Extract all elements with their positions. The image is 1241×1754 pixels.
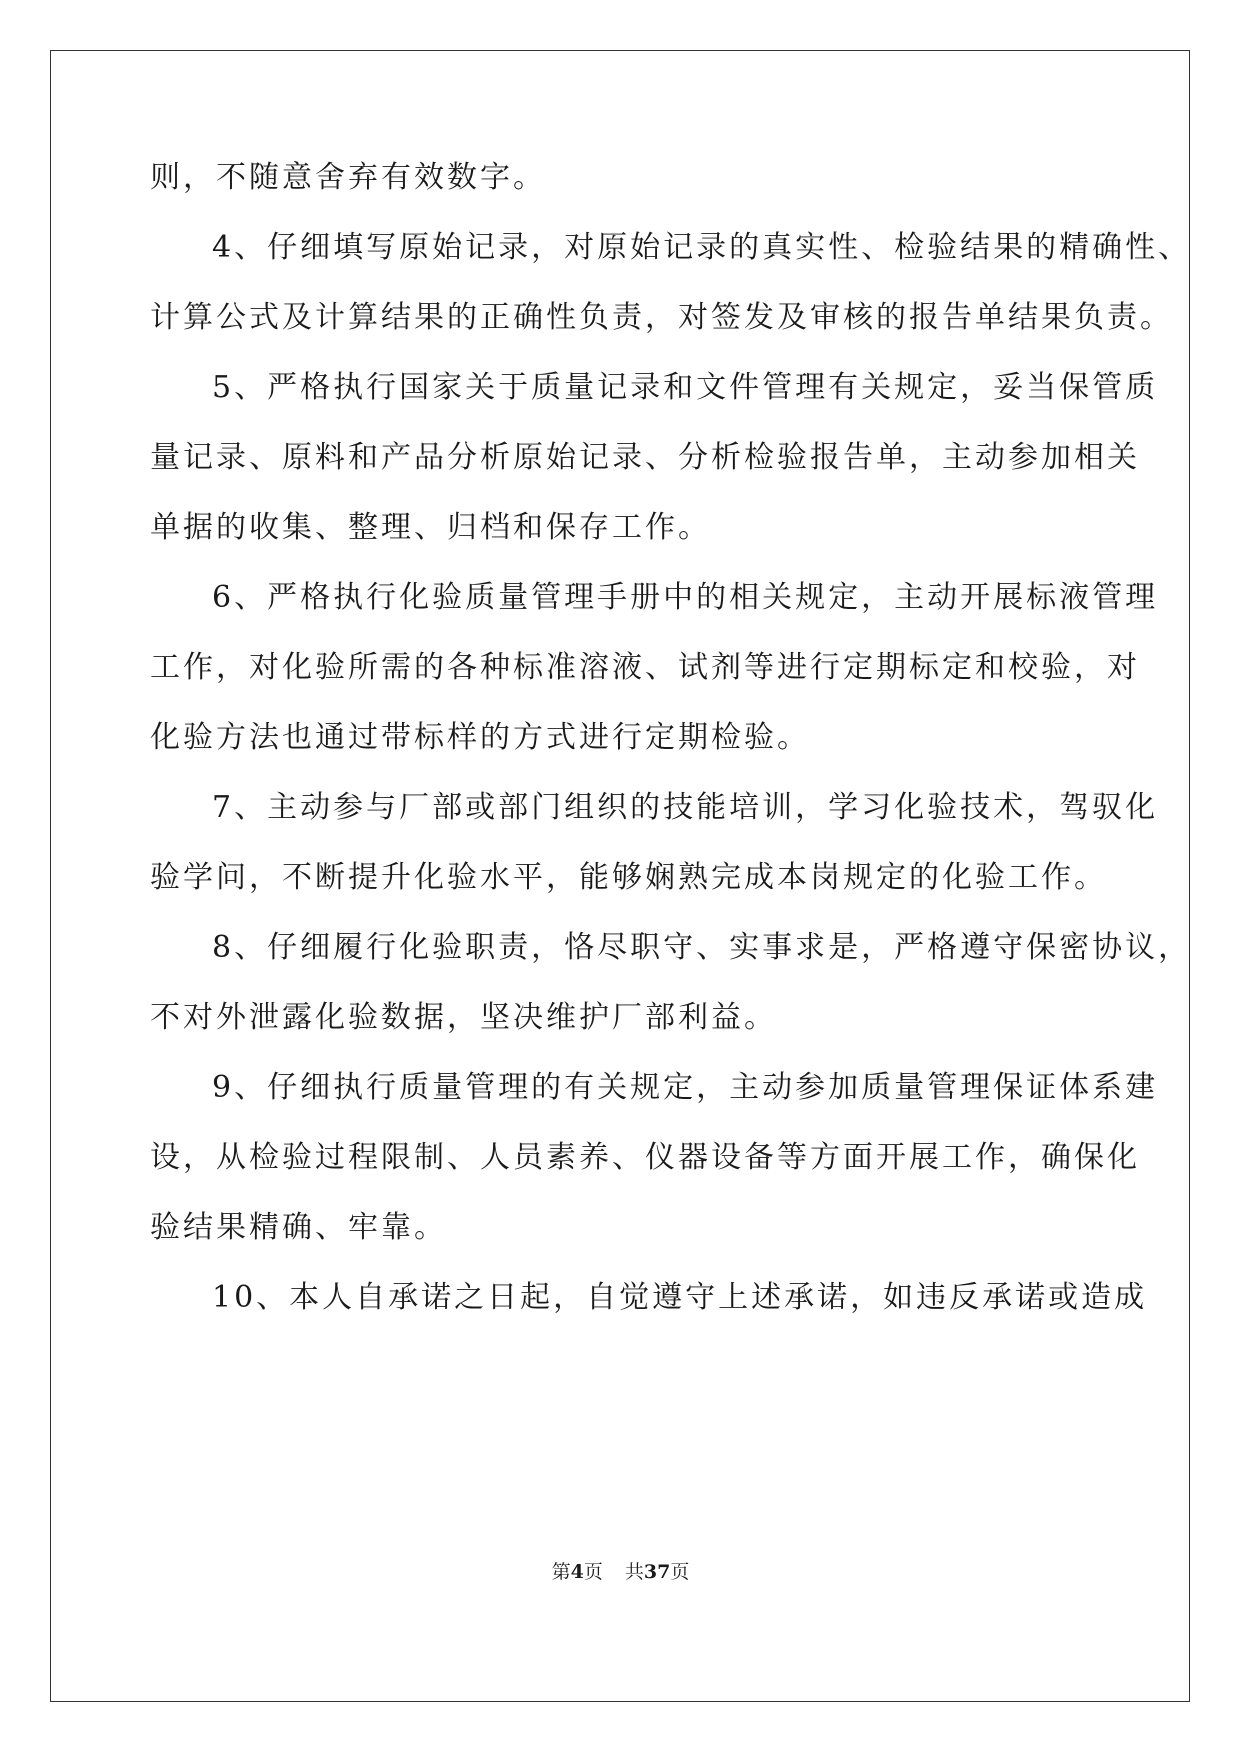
text-line: 验结果精确、牢靠。 (150, 1210, 447, 1245)
page-footer (0, 1560, 1241, 1584)
text-line: 5、严格执行国家关于质量记录和文件管理有关规定，妥当保管质 (212, 370, 1159, 405)
text-line: 计算公式及计算结果的正确性负责，对签发及审核的报告单结果负责。 (150, 300, 1173, 335)
total-prefix: 共 (624, 1561, 644, 1583)
page-suffix: 页 (583, 1561, 603, 1583)
total-pages: 37 (643, 1561, 671, 1583)
text-line: 工作，对化验所需的各种标准溶液、试剂等进行定期标定和校验，对 (150, 650, 1140, 685)
text-line: 10、本人自承诺之日起，自觉遵守上述承诺，如违反承诺或造成 (212, 1280, 1148, 1315)
text-line: 则，不随意舍弃有效数字。 (150, 160, 546, 195)
text-line: 化验方法也通过带标样的方式进行定期检验。 (150, 720, 810, 755)
text-line: 设，从检验过程限制、人员素养、仪器设备等方面开展工作，确保化 (150, 1140, 1140, 1175)
text-line: 验学问，不断提升化验水平，能够娴熟完成本岗规定的化验工作。 (150, 860, 1107, 895)
text-line: 不对外泄露化验数据，坚决维护厂部利益。 (150, 1000, 777, 1035)
text-line: 单据的收集、整理、归档和保存工作。 (150, 510, 711, 545)
text-line: 7、主动参与厂部或部门组织的技能培训，学习化验技术，驾驭化 (212, 790, 1159, 825)
page-number: 4 (570, 1561, 584, 1583)
text-line: 9、仔细执行质量管理的有关规定，主动参加质量管理保证体系建 (212, 1070, 1159, 1105)
text-line: 8、仔细履行化验职责，恪尽职守、实事求是，严格遵守保密协议， (212, 930, 1192, 965)
text-line: 4、仔细填写原始记录，对原始记录的真实性、检验结果的精确性、 (212, 230, 1192, 265)
text-line: 量记录、原料和产品分析原始记录、分析检验报告单，主动参加相关 (150, 440, 1140, 475)
total-suffix: 页 (670, 1561, 690, 1583)
text-line: 6、严格执行化验质量管理手册中的相关规定，主动开展标液管理 (212, 580, 1159, 615)
page-prefix: 第 (551, 1561, 571, 1583)
